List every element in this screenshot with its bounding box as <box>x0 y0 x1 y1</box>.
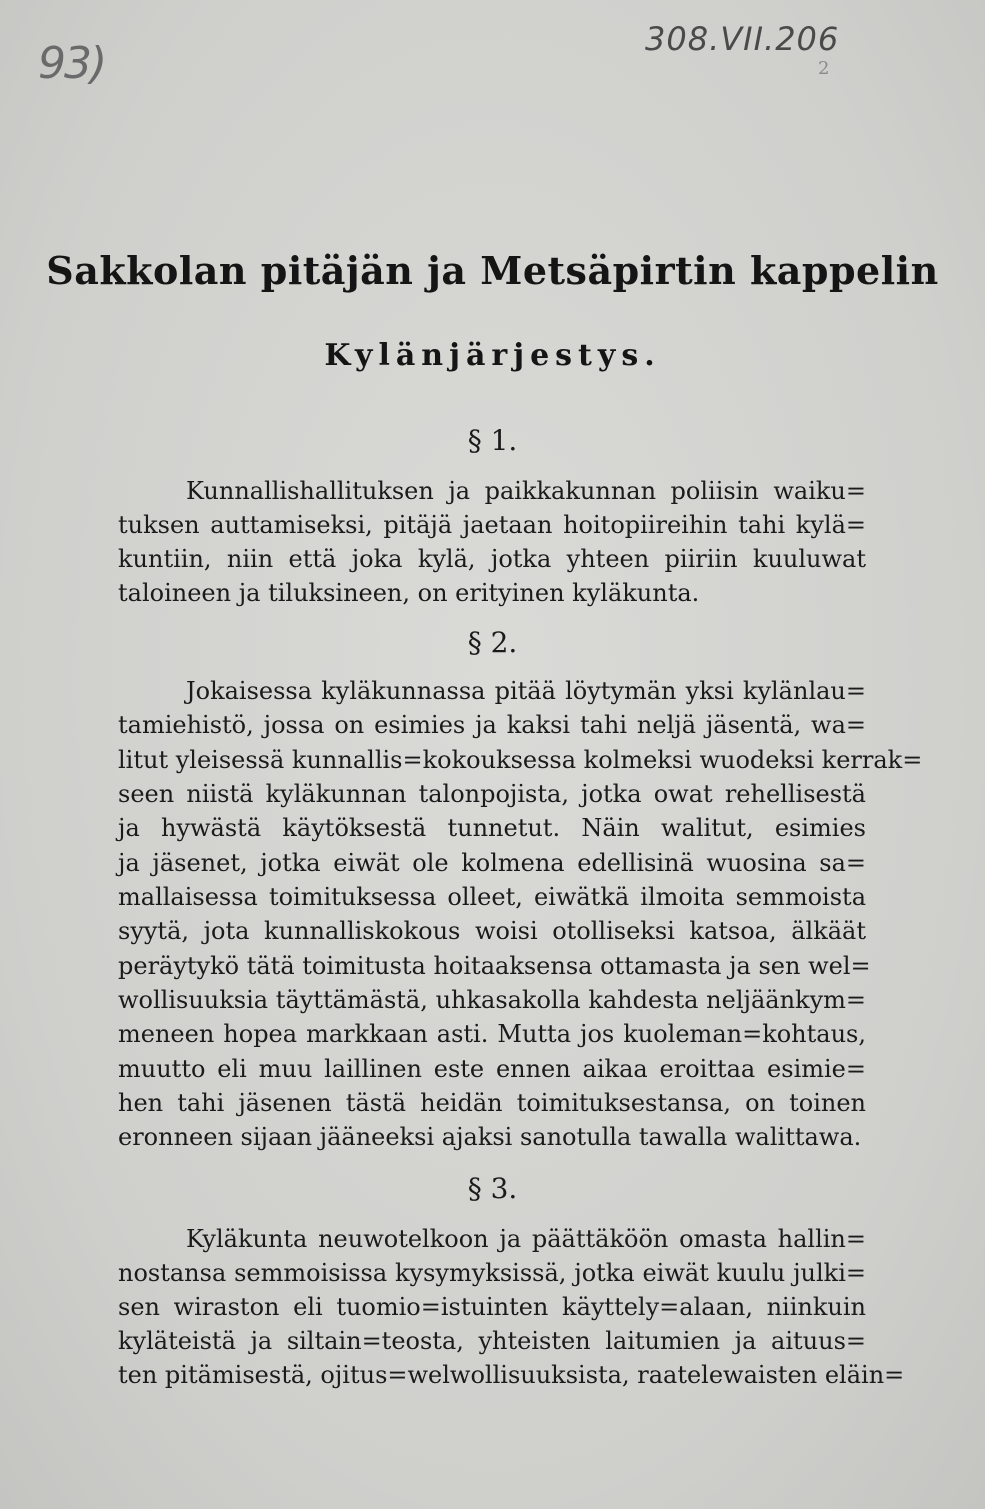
section-1-line: taloineen ja tiluksineen, on erityinen kyläkunta. <box>118 579 700 607</box>
section-1-line: Kunnallishallituksen ja paikkakunnan poliisin waiku= <box>186 477 866 505</box>
section-2-line: mallaisessa toimituksessa olleet, eiwätkä ilmoita semmoista <box>118 883 866 911</box>
section-3-line: nostansa semmoisissa kysymyksissä, jotka eiwät kuulu julki= <box>118 1259 866 1287</box>
handwritten-shelf-mark: 308.VII.206 <box>645 20 840 58</box>
section-3-line: ten pitämisestä, ojitus=welwollisuuksista, raatelewaisten eläin= <box>118 1361 905 1389</box>
section-3-line: kyläteistä ja siltain=teosta, yhteisten laitumien ja aituus= <box>118 1327 866 1355</box>
document-title: Sakkolan pitäjän ja Metsäpirtin kappelin <box>46 248 939 293</box>
page-number: 2 <box>818 58 830 79</box>
section-3-line: sen wiraston eli tuomio=istuinten käyttely=alaan, niinkuin <box>118 1293 866 1321</box>
handwritten-catalog-mark: 93) <box>38 38 106 89</box>
section-2-line: ja hywästä käytöksestä tunnetut. Näin walitut, esimies <box>118 814 866 842</box>
document-subtitle: Kylänjärjestys. <box>324 338 661 373</box>
section-2-line: hen tahi jäsenen tästä heidän toimituksestansa, on toinen <box>118 1089 866 1117</box>
section-2-line: muutto eli muu laillinen este ennen aikaa eroittaa esimie= <box>118 1055 866 1083</box>
section-1-line: kuntiin, niin että joka kylä, jotka yhteen piiriin kuuluwat <box>118 545 866 573</box>
section-1-line: tuksen auttamiseksi, pitäjä jaetaan hoitopiireihin tahi kylä= <box>118 511 866 539</box>
section-2-line: ja jäsenet, jotka eiwät ole kolmena edellisinä wuosina sa= <box>118 849 866 877</box>
section-3-line: Kyläkunta neuwotelkoon ja päättäköön omasta hallin= <box>186 1225 866 1253</box>
section-2-line: Jokaisessa kyläkunnassa pitää löytymän yksi kylänlau= <box>186 677 866 705</box>
section-3-heading: § 3. <box>467 1172 518 1205</box>
section-2-line: meneen hopea markkaan asti. Mutta jos kuoleman=kohtaus, <box>118 1020 866 1048</box>
section-2-heading: § 2. <box>467 626 518 659</box>
section-2-line: eronneen sijaan jääneeksi ajaksi sanotulla tawalla walittawa. <box>118 1123 862 1151</box>
section-2-line: peräytykö tätä toimitusta hoitaaksensa ottamasta ja sen wel= <box>118 952 871 980</box>
section-2-line: syytä, jota kunnalliskokous woisi otolliseksi katsoa, älkäät <box>118 917 866 945</box>
section-2-line: wollisuuksia täyttämästä, uhkasakolla kahdesta neljäänkym= <box>118 986 866 1014</box>
section-2-line: seen niistä kyläkunnan talonpojista, jotka owat rehellisestä <box>118 780 866 808</box>
section-2-line: litut yleisessä kunnallis=kokouksessa kolmeksi wuodeksi kerrak= <box>118 746 923 774</box>
section-2-line: tamiehistö, jossa on esimies ja kaksi tahi neljä jäsentä, wa= <box>118 711 866 739</box>
section-1-heading: § 1. <box>467 424 518 457</box>
